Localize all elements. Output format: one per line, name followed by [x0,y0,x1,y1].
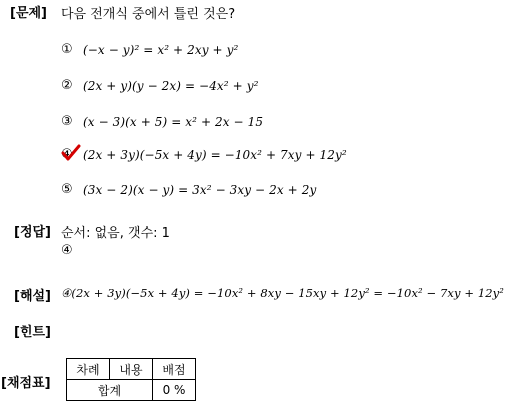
choice-expression: (−x − y)² = x² + 2xy + y² [83,42,239,57]
choice-number: ③ [61,114,73,129]
choice-number: ② [61,78,73,93]
choice-expression: (x − 3)(x + 5) = x² + 2x − 15 [83,114,264,129]
scoring-total-row [67,380,196,401]
choice-number: ① [61,42,73,57]
checkmark-stroke [63,146,79,159]
header-order: 차례 [67,359,110,380]
choice-3[interactable] [61,114,263,129]
choice-1[interactable] [61,42,238,57]
question-prompt: 다음 전개식 중에서 틀린 것은? [61,7,236,22]
total-value: 0 % [153,380,196,401]
explanation-label: [해설] [14,289,51,304]
choice-number: ④ [61,147,73,162]
choice-2[interactable] [61,78,258,93]
answer-value: ④ [61,243,73,258]
choice-expression: (2x + y)(y − 2x) = −4x² + y² [83,78,259,93]
red-checkmark-icon [61,144,81,162]
choice-expression: (2x + 3y)(−5x + 4y) = −10x² + 7xy + 12y² [83,147,347,162]
choice-number: ⑤ [61,182,73,197]
header-content: 내용 [110,359,153,380]
answer-label: [정답] [14,225,51,240]
total-label: 합계 [67,380,153,401]
answer-line: 순서: 없음, 갯수: 1 [61,226,170,241]
header-score: 배점 [153,359,196,380]
scoring-label: [채점표] [1,376,51,391]
question-label: [문제] [10,6,47,21]
scoring-header-row [67,359,196,380]
choice-5[interactable] [61,182,316,197]
scoring-table [66,358,196,401]
choice-expression: (3x − 2)(x − y) = 3x² − 3xy − 2x + 2y [83,182,317,197]
hint-label: [힌트] [14,325,51,340]
choice-4[interactable] [61,147,347,162]
explanation-text: ④(2x + 3y)(−5x + 4y) = −10x² + 8xy − 15xy + 12y² = −10x² − 7xy + 12y² [61,286,504,300]
